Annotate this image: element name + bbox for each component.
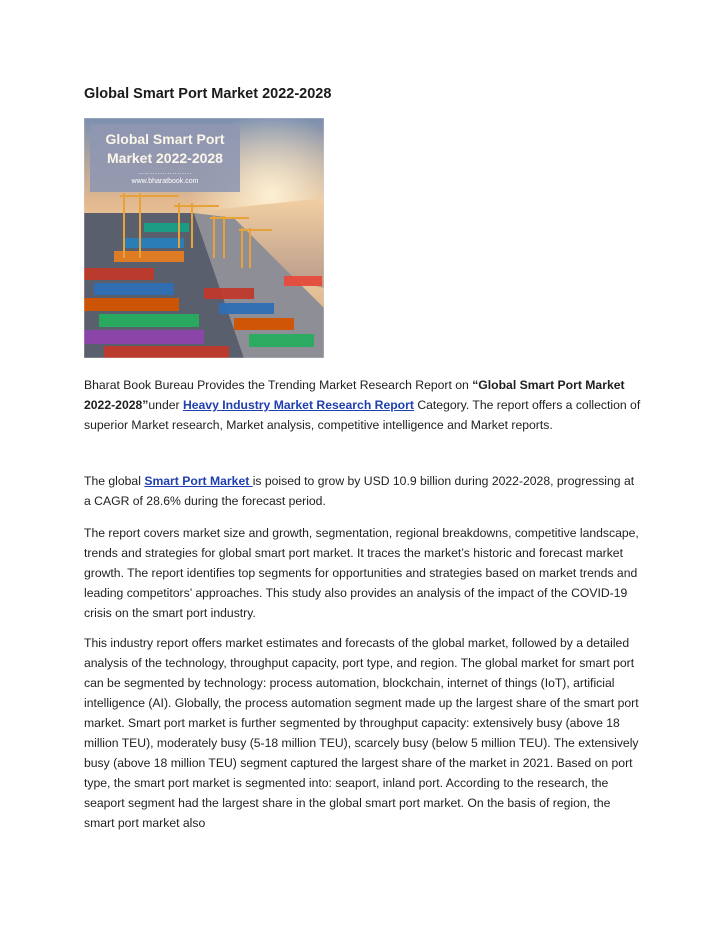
smart-port-market-link[interactable]: Smart Port Market bbox=[144, 474, 253, 488]
intro-under-text: under bbox=[148, 398, 183, 412]
growth-pre-text: The global bbox=[84, 474, 145, 488]
intro-paragraph bbox=[84, 375, 644, 435]
cover-title-line-1: Global Smart Port bbox=[105, 131, 225, 147]
cover-url: www.bharatbook.com bbox=[131, 178, 199, 185]
growth-paragraph bbox=[84, 471, 644, 511]
cover-dots: ...................... bbox=[138, 169, 192, 176]
coverage-paragraph: The report covers market size and growth, segmentation, regional breakdowns, competitive landscape, trends and strategies for global smart port market. It traces the market’s historic and forecast market growth. The report identifies top segments for opportunities and strategies based on market trends and leading competitors’ approaches. This study also provides an analysis of the impact of the COVID-19 crisis on the smart port industry. bbox=[84, 526, 639, 620]
segmentation-paragraph: This industry report offers market estimates and forecasts of the global market, followed by a detailed analysis of the technology, throughput capacity, port type, and region. The global market for smart port can be segmented by technology: process automation, blockchain, internet of things (IoT), artificial intelligence (AI). Globally, the process automation segment made up the largest share of the smart port market. Smart port market is further segmented by throughput capacity: extensively busy (above 18 million TEU), moderately busy (5-18 million TEU), scarcely busy (below 5 million TEU). The extensively busy (above 18 million TEU) segment captured the largest share of the market in 2021. Based on port type, the smart port market is segmented into: seaport, inland port. According to the research, the seaport segment had the largest share in the global smart port market. On the basis of region, the smart port market also bbox=[84, 636, 639, 830]
cover-title-badge bbox=[90, 124, 240, 192]
intro-text: Bharat Book Bureau Provides the Trending Market Research Report on bbox=[84, 378, 473, 392]
heavy-industry-report-link[interactable]: Heavy Industry Market Research Report bbox=[182, 398, 414, 412]
growth-post-text: is poised to grow by USD 10.9 billion during 2022-2028, progressing at a CAGR of 28.6% during the forecast period. bbox=[84, 474, 635, 508]
cover-image bbox=[84, 118, 324, 358]
page-title: Global Smart Port Market 2022-2028 bbox=[84, 86, 332, 102]
report-name-bold: “Global Smart Port Market 2022-2028” bbox=[84, 378, 625, 412]
intro-post-text: Category. The report offers a collection of superior Market research, Market analysis, competitive intelligence and Market reports. bbox=[84, 398, 641, 432]
cover-title-line-2: Market 2022-2028 bbox=[107, 150, 223, 166]
